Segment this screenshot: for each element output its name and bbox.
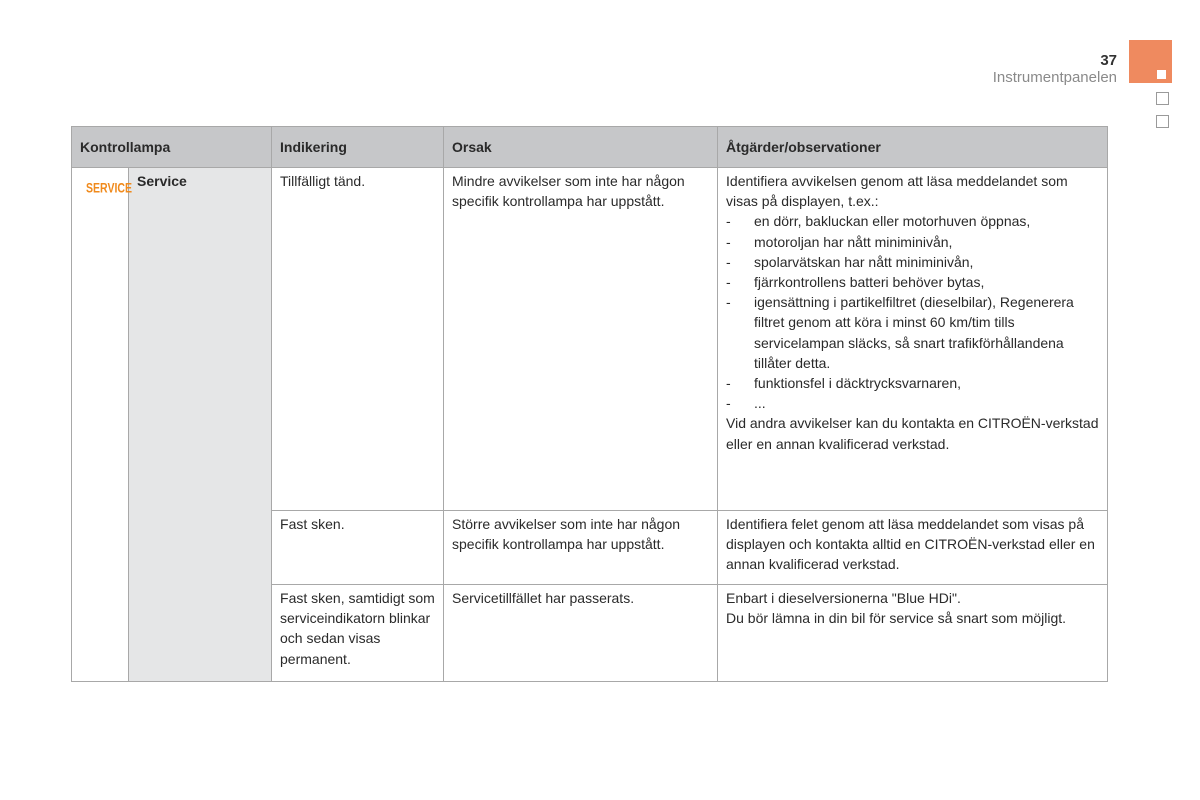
atgard-line: Enbart i dieselversionerna "Blue HDi". (726, 590, 961, 606)
list-item: - fjärrkontrollens batteri behöver bytas, (726, 274, 985, 291)
lamp-name-cell (129, 168, 272, 682)
column-header-orsak: Orsak (444, 127, 718, 168)
indikering-text: Fast sken, samtidigt som serviceindikatorn blinkar och sedan visas permanent. (280, 590, 435, 667)
column-header-kontrollampa: Kontrollampa (72, 127, 272, 168)
list-item: - igensättning i partikelfiltret (dieselbilar), Regenerera filtret genom att köra i minst 60 km/tim tills servicelampan släcks, så snart trafikförhållandena tillåter detta. (726, 294, 1074, 371)
service-icon-label: SERVICE (86, 180, 132, 196)
atgard-list (726, 211, 1099, 413)
orsak-text: Större avvikelser som inte har någon specifik kontrollampa har uppstått. (452, 516, 681, 553)
orsak-cell (444, 168, 718, 511)
page-number: 37 (1100, 52, 1117, 69)
list-item: - en dörr, bakluckan eller motorhuven öppnas, (726, 213, 1031, 230)
atgard-line: Du bör lämna in din bil för service så snart som möjligt. (726, 610, 1067, 627)
chapter-tab-box (1156, 92, 1169, 105)
column-header-atgarder: Åtgärder/observationer (718, 127, 1108, 168)
chapter-tab-marker (1129, 40, 1172, 83)
indikering-cell (272, 511, 444, 585)
table-row (72, 168, 1108, 511)
section-title: Instrumentpanelen (992, 69, 1117, 86)
chapter-tab-dot (1157, 70, 1166, 79)
indikering-cell (272, 168, 444, 511)
list-item: - motoroljan har nått miniminivån, (726, 233, 953, 250)
list-item: - ... (726, 395, 766, 412)
atgard-cell (718, 168, 1108, 511)
service-warning-icon (86, 180, 132, 195)
orsak-text: Mindre avvikelser som inte har någon specifik kontrollampa har uppstått. (452, 173, 685, 210)
atgard-text: Identifiera felet genom att läsa meddelandet som visas på displayen och kontakta alltid en CITROËN-verkstad eller en annan kvalificerad verkstad. (726, 516, 1095, 573)
orsak-cell (444, 585, 718, 682)
atgard-intro: Identifiera avvikelsen genom att läsa meddelandet som visas på displayen, t.ex.: (726, 173, 1068, 210)
chapter-tab-box (1156, 115, 1169, 128)
list-item: - spolarvätskan har nått miniminivån, (726, 253, 974, 270)
indikering-cell (272, 585, 444, 682)
indikering-text: Fast sken. (280, 516, 345, 532)
list-item: - funktionsfel i däcktrycksvarnaren, (726, 375, 961, 392)
column-header-indikering: Indikering (272, 127, 444, 168)
atgard-cell (718, 511, 1108, 585)
orsak-text: Servicetillfället har passerats. (452, 590, 635, 606)
atgard-cell (718, 585, 1108, 682)
table-header-row (72, 127, 1108, 168)
atgard-outro: Vid andra avvikelser kan du kontakta en CITROËN-verkstad eller en annan kvalificerad verkstad. (726, 415, 1099, 452)
lamp-name: Service (137, 173, 187, 189)
indikering-text: Tillfälligt tänd. (280, 173, 366, 189)
orsak-cell (444, 511, 718, 585)
warning-lamp-table (71, 126, 1108, 682)
lamp-icon-cell (72, 168, 132, 682)
